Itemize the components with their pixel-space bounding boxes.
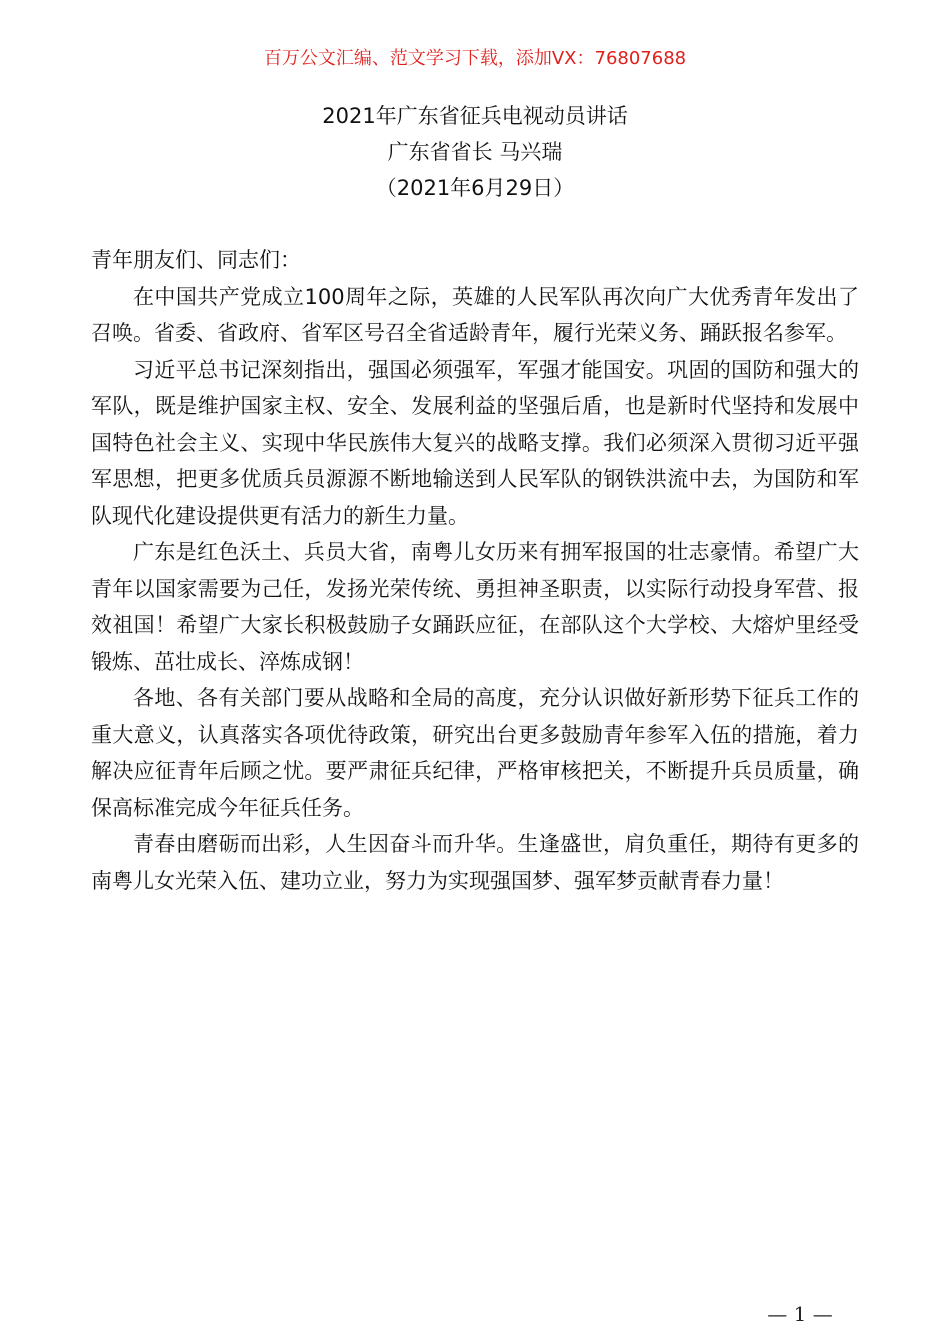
paragraph-2: 习近平总书记深刻指出，强国必须强军，军强才能国安。巩固的国防和强大的军队，既是维护国家主权、安全、发展利益的坚强后盾，也是新时代坚持和发展中国特色社会主义、实现中华民族伟大复兴的战略支撑。我们必须深入贯彻习近平强军思想，把更多优质兵员源源不断地输送到人民军队的钢铁洪流中去，为国防和军队现代化建设提供更有活力的新生力量。 — [91, 357, 859, 528]
speaker-line: 广东省省长 马兴瑞 — [387, 140, 563, 164]
paragraph-3: 广东是红色沃土、兵员大省，南粤儿女历来有拥军报国的壮志豪情。希望广大青年以国家需要为己任，发扬光荣传统、勇担神圣职责，以实际行动投身军营、报效祖国！希望广大家长积极鼓励子女踊跃应征，在部队这个大学校、大熔炉里经受锻炼、茁壮成长、淬炼成钢！ — [91, 540, 859, 674]
speech-date: （2021年6月29日） — [375, 176, 575, 200]
document-title: 2021年广东省征兵电视动员讲话 — [322, 104, 628, 128]
salutation: 青年朋友们、同志们： — [91, 248, 301, 272]
title-block — [0, 98, 950, 206]
paragraph-5: 青春由磨砺而出彩，人生因奋斗而升华。生逢盛世，肩负重任，期待有更多的南粤儿女光荣入伍、建功立业，努力为实现强国梦、强军梦贡献青春力量！ — [91, 832, 859, 893]
speech-body — [91, 242, 859, 899]
paragraph-1: 在中国共产党成立100周年之际，英雄的人民军队再次向广大优秀青年发出了召唤。省委、省政府、省军区号召全省适龄青年，履行光荣义务、踊跃报名参军。 — [91, 284, 859, 345]
header-note: 百万公文汇编、范文学习下载，添加VX：76807688 — [263, 48, 687, 69]
page-number: — 1 — — [767, 1302, 833, 1326]
paragraph-4: 各地、各有关部门要从战略和全局的高度，充分认识做好新形势下征兵工作的重大意义，认真落实各项优待政策，研究出台更多鼓励青年参军入伍的措施，着力解决应征青年后顾之忧。要严肃征兵纪律，严格审核把关，不断提升兵员质量，确保高标准完成今年征兵任务。 — [91, 686, 859, 820]
